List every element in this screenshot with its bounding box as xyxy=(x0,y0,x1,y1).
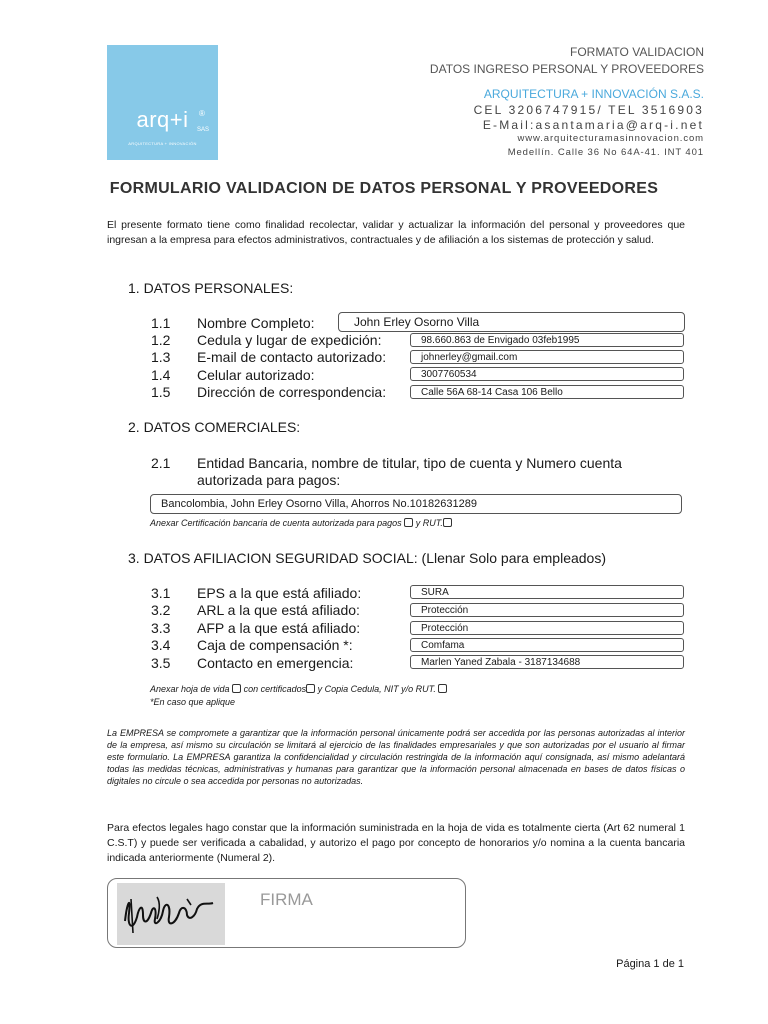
item-2-1-num: 2.1 xyxy=(151,455,171,471)
bank-annex-text: Anexar Certificación bancaria de cuenta autorizada para pagos xyxy=(150,518,402,528)
item-3-5-label: Contacto en emergencia: xyxy=(197,655,354,671)
item-3-2-label: ARL a la que está afiliado: xyxy=(197,602,360,618)
item-3-3-num: 3.3 xyxy=(151,620,171,636)
email-field[interactable]: johnerley@gmail.com xyxy=(410,350,684,364)
full-name-field[interactable]: John Erley Osorno Villa xyxy=(338,312,685,332)
rut-checkbox[interactable] xyxy=(443,518,452,527)
document-title: FORMULARIO VALIDACION DE DATOS PERSONAL Y PROVEEDORES xyxy=(109,180,659,197)
cv-checkbox[interactable] xyxy=(232,684,241,693)
section-2-heading: 2. DATOS COMERCIALES: xyxy=(128,419,301,435)
item-3-5-num: 3.5 xyxy=(151,655,171,671)
page-number: Página 1 de 1 xyxy=(616,958,684,970)
header-address: Medellín. Calle 36 No 64A-41. INT 401 xyxy=(507,147,704,158)
section-1-heading: 1. DATOS PERSONALES: xyxy=(128,280,294,296)
logo-subtitle: ARQUITECTURA + INNOVACIÓN xyxy=(128,141,197,146)
item-1-3-label: E-mail de contacto autorizado: xyxy=(197,349,387,365)
address-field[interactable]: Calle 56A 68-14 Casa 106 Bello xyxy=(410,385,684,399)
item-1-4-label: Celular autorizado: xyxy=(197,367,315,383)
compensation-fund-field[interactable]: Comfama xyxy=(410,638,684,652)
item-1-4-num: 1.4 xyxy=(151,367,171,383)
item-2-1-label-line2: autorizada para pagos: xyxy=(197,472,341,488)
emergency-contact-field[interactable]: Marlen Yaned Zabala - 3187134688 xyxy=(410,655,684,669)
header-form-name: FORMATO VALIDACION xyxy=(569,45,704,59)
cv-annex-text: Anexar hoja de vida xyxy=(150,684,230,694)
company-logo xyxy=(107,45,218,160)
header-email: E-Mail:asantamaria@arq-i.net xyxy=(482,118,704,132)
item-3-4-num: 3.4 xyxy=(151,637,171,653)
item-1-2-label: Cedula y lugar de expedición: xyxy=(197,332,382,348)
id-document-field[interactable]: 98.660.863 de Envigado 03feb1995 xyxy=(410,333,684,347)
item-3-3-label: AFP a la que está afiliado: xyxy=(197,620,361,636)
header-phones: CEL 3206747915/ TEL 3516903 xyxy=(473,103,704,117)
signature-label: FIRMA xyxy=(260,890,313,909)
item-1-5-label: Dirección de correspondencia: xyxy=(197,384,387,400)
eps-field[interactable]: SURA xyxy=(410,585,684,599)
legal-declaration: Para efectos legales hago constar que la información suministrada en la hoja de vida es totalmente cierta (Art 62 numeral 1 C.S.T) y puede ser verificada a cabalidad, y autorizo el pago por concepto de honorarios y/o nomina a la cuenta bancaria indicada anteriormente (Numeral 2). xyxy=(107,822,685,864)
rut-text: y RUT. xyxy=(415,518,443,528)
item-1-1-num: 1.1 xyxy=(151,315,171,331)
intro-paragraph: El presente formato tiene como finalidad recolectar, validar y actualizar la información del personal y proveedores que ingresan a la empresa para efectos administrativos, contractuales y de afiliación a los sistemas de protección y salud. xyxy=(107,219,685,246)
mobile-field[interactable]: 3007760534 xyxy=(410,367,684,381)
certificates-text: con certificados xyxy=(243,684,307,694)
signature-image xyxy=(117,883,225,945)
item-1-5-num: 1.5 xyxy=(151,384,171,400)
logo-registered-mark: ® xyxy=(199,109,205,118)
item-1-2-num: 1.2 xyxy=(151,332,171,348)
header-company-name: ARQUITECTURA + INNOVACIÓN S.A.S. xyxy=(483,87,704,101)
cv-annex-note xyxy=(150,684,447,694)
applies-note: *En caso que aplique xyxy=(150,697,236,707)
privacy-notice: La EMPRESA se compromete a garantizar que la información personal únicamente podrá ser accedida por las personas autorizadas al interior de la empresa, así mismo su circulación se limitará al ejercicio de las finalidades empresariales y que son autorizadas por el usuario al firmar este formulario. La EMPRESA garantiza la confidencialidad y circulación restringida de la información aquí consignada, así mismo adelantará todas las medidas técnicas, administrativas y humanas para garantizar que la información personal almacenada en bases de datos físicas o digitales no circule o sea accedida por personas no autorizadas. xyxy=(107,728,685,786)
logo-sas: SAS xyxy=(197,127,210,133)
item-1-3-num: 1.3 xyxy=(151,349,171,365)
arl-field[interactable]: Protección xyxy=(410,603,684,617)
header-form-subtitle: DATOS INGRESO PERSONAL Y PROVEEDORES xyxy=(429,62,704,76)
item-2-1-label-line1: Entidad Bancaria, nombre de titular, tipo de cuenta y Numero cuenta xyxy=(197,455,622,471)
id-copy-text: y Copia Cedula, NIT y/o RUT. xyxy=(317,684,436,694)
id-copy-checkbox[interactable] xyxy=(438,684,447,693)
bank-account-field[interactable]: Bancolombia, John Erley Osorno Villa, Ahorros No.10182631289 xyxy=(150,494,682,514)
certificates-checkbox[interactable] xyxy=(306,684,315,693)
item-3-2-num: 3.2 xyxy=(151,602,171,618)
afp-field[interactable]: Protección xyxy=(410,621,684,635)
item-1-1-label: Nombre Completo: xyxy=(197,315,315,331)
bank-cert-checkbox[interactable] xyxy=(404,518,413,527)
item-3-4-label: Caja de compensación *: xyxy=(197,637,353,653)
section-3-heading: 3. DATOS AFILIACION SEGURIDAD SOCIAL: (Llenar Solo para empleados) xyxy=(128,550,606,566)
item-3-1-num: 3.1 xyxy=(151,585,171,601)
logo-text: arq+i xyxy=(136,107,189,132)
bank-annex-note xyxy=(150,518,452,528)
item-3-1-label: EPS a la que está afiliado: xyxy=(197,585,362,601)
header-website: www.arquitecturamasinnovacion.com xyxy=(517,133,704,144)
